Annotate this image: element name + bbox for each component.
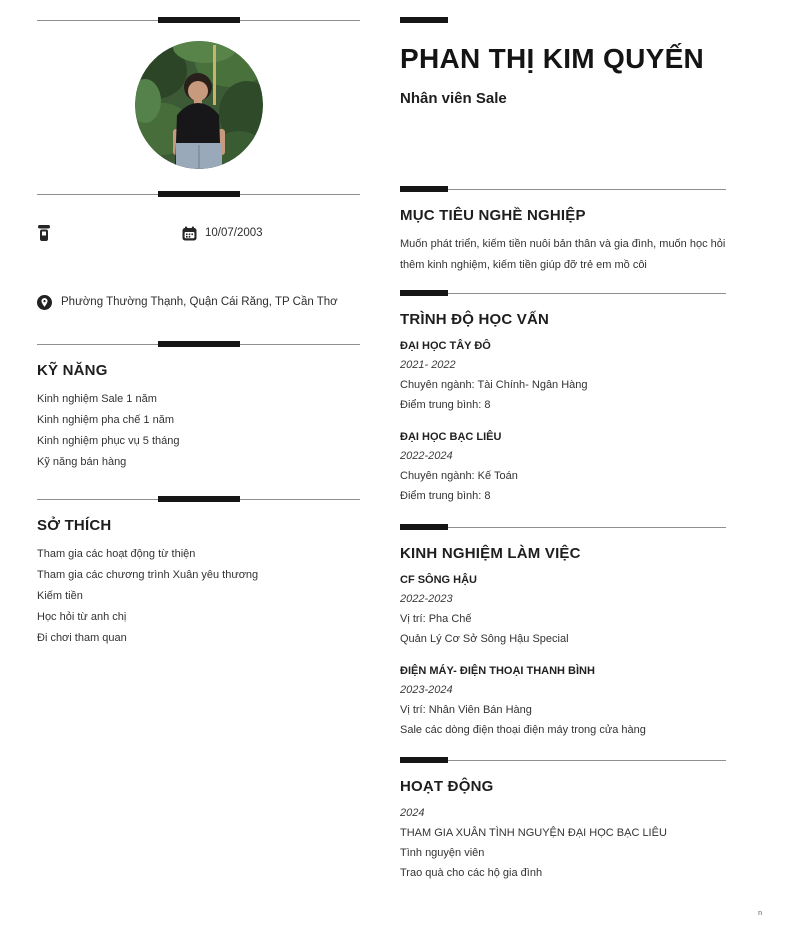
hobby-item: Đi chơi tham quan xyxy=(37,632,127,644)
experience-period: 2022-2023 xyxy=(400,593,453,605)
birthdate-group xyxy=(182,226,263,241)
hobby-item: Kiếm tiền xyxy=(37,590,83,602)
experience-entry xyxy=(400,664,726,737)
accent-bar xyxy=(400,17,726,23)
company-name: ĐIỆN MÁY- ĐIỆN THOẠI THANH BÌNH xyxy=(400,665,595,677)
experience-heading: KINH NGHIỆM LÀM VIỆC xyxy=(400,545,581,562)
divider xyxy=(400,757,726,763)
divider xyxy=(37,341,360,347)
divider xyxy=(400,524,726,530)
hobbies-list xyxy=(37,544,360,649)
divider xyxy=(37,496,360,502)
calendar-icon xyxy=(182,226,197,241)
divider xyxy=(37,17,360,23)
page-artifact: n xyxy=(758,910,762,917)
education-entry xyxy=(400,430,726,503)
education-period: 2021- 2022 xyxy=(400,359,456,371)
activity-entry xyxy=(400,806,726,880)
experience-role: Vị trí: Pha Chế xyxy=(400,613,472,625)
job-title: Nhân viên Sale xyxy=(400,90,507,107)
hobby-item: Học hỏi từ anh chị xyxy=(37,611,127,623)
experience-role: Vị trí: Nhân Viên Bán Hàng xyxy=(400,704,532,716)
right-column xyxy=(400,0,726,880)
profile-photo xyxy=(135,41,263,169)
activity-period: 2024 xyxy=(400,807,425,819)
divider xyxy=(400,186,726,192)
education-gpa: Điểm trung bình: 8 xyxy=(400,399,491,411)
skill-item: Kinh nghiệm Sale 1 năm xyxy=(37,393,157,405)
activity-line: Trao quà cho các hộ gia đình xyxy=(400,867,543,879)
contact-row xyxy=(37,225,360,241)
birth-date: 10/07/2003 xyxy=(205,227,263,239)
education-major: Chuyên ngành: Kế Toán xyxy=(400,470,518,482)
divider xyxy=(37,191,360,197)
skill-item: Kinh nghiệm pha chế 1 năm xyxy=(37,414,174,426)
experience-detail: Quản Lý Cơ Sở Sông Hậu Special xyxy=(400,633,569,645)
candidate-name: PHAN THỊ KIM QUYẾN xyxy=(400,43,705,74)
experience-period: 2023-2024 xyxy=(400,684,453,696)
school-name: ĐẠI HỌC BẠC LIÊU xyxy=(400,431,502,443)
education-major: Chuyên ngành: Tài Chính- Ngân Hàng xyxy=(400,379,588,391)
education-heading: TRÌNH ĐỘ HỌC VẤN xyxy=(400,311,550,328)
school-name: ĐẠI HỌC TÂY ĐÔ xyxy=(400,340,491,352)
profile-photo-illustration xyxy=(135,41,263,169)
education-period: 2022-2024 xyxy=(400,450,453,462)
activity-line: THAM GIA XUÂN TÌNH NGUYỆN ĐẠI HỌC BẠC LIÊU xyxy=(400,827,667,839)
company-name: CF SÔNG HẬU xyxy=(400,574,477,586)
left-column xyxy=(37,0,360,649)
hobbies-heading: SỞ THÍCH xyxy=(37,517,112,534)
hobby-item: Tham gia các chương trình Xuân yêu thương xyxy=(37,569,259,581)
activity-line: Tình nguyện viên xyxy=(400,847,485,859)
experience-detail: Sale các dòng điện thoại điện máy trong cửa hàng xyxy=(400,724,646,736)
skills-heading: KỸ NĂNG xyxy=(37,362,108,379)
address-text: Phường Thường Thạnh, Quận Cái Răng, TP Cần Thơ xyxy=(61,296,338,308)
objective-heading: MỤC TIÊU NGHỀ NGHIỆP xyxy=(400,207,586,224)
location-pin-icon xyxy=(37,295,52,310)
skill-item: Kỹ năng bán hàng xyxy=(37,456,127,468)
activities-heading: HOẠT ĐỘNG xyxy=(400,778,494,795)
divider xyxy=(400,290,726,296)
education-gpa: Điểm trung bình: 8 xyxy=(400,490,491,502)
phone-icon xyxy=(37,225,51,241)
address-row xyxy=(37,295,360,310)
objective-text: Muốn phát triển, kiếm tiền nuôi bản thân và gia đình, muốn học hỏi thêm kinh nghiệm, kiếm tiền giúp đỡ trẻ em mồ côi xyxy=(400,238,726,271)
skills-list xyxy=(37,389,360,473)
experience-entry xyxy=(400,573,726,646)
skill-item: Kinh nghiệm phục vụ 5 tháng xyxy=(37,435,180,447)
hobby-item: Tham gia các hoạt động từ thiện xyxy=(37,548,196,560)
education-entry xyxy=(400,339,726,412)
